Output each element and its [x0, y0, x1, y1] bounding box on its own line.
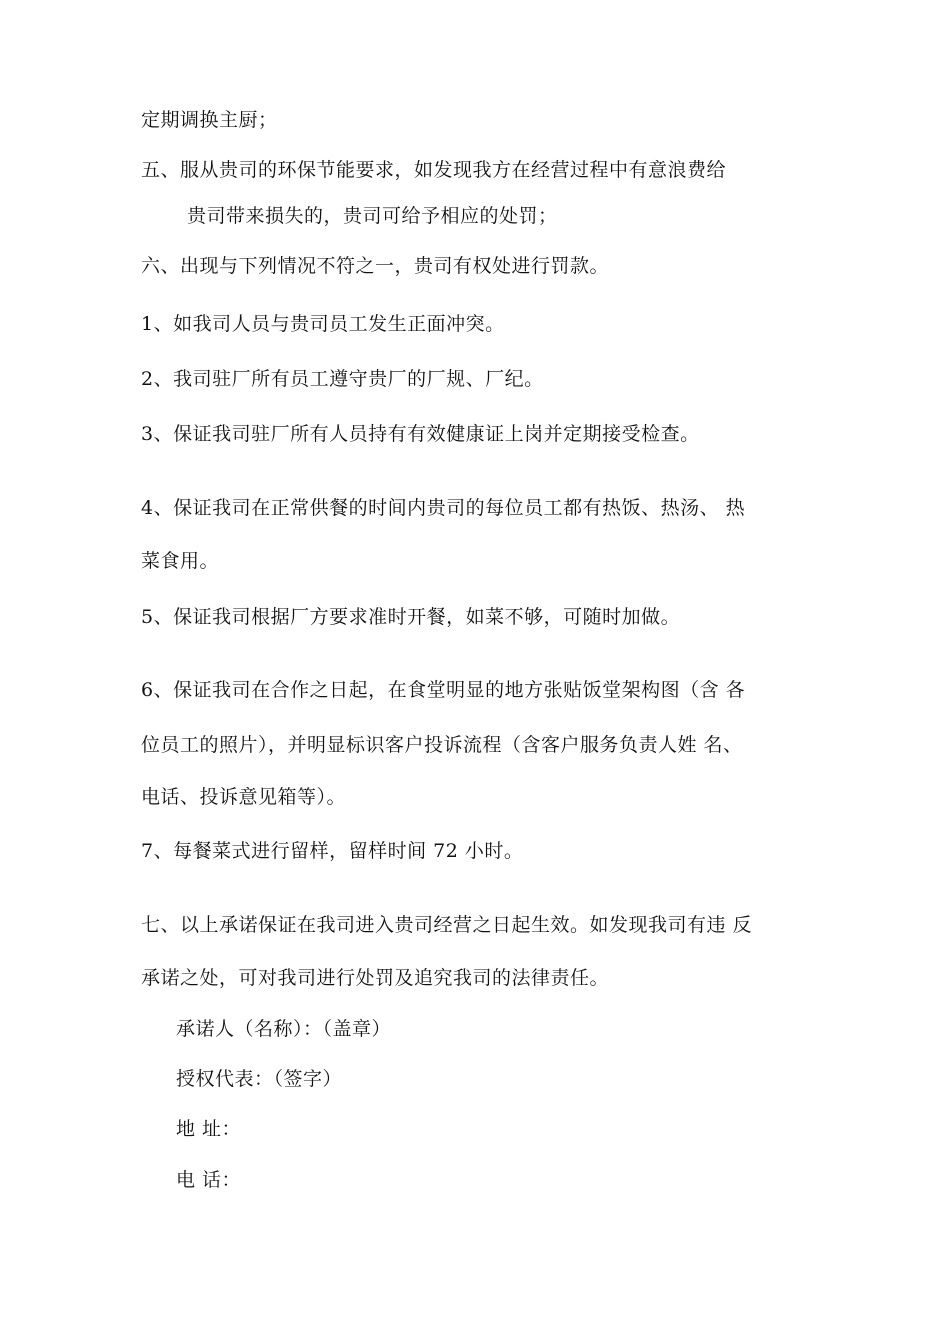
item-6-continued-1: 位员工的照片），并明显标识客户投诉流程（含客户服务负责人姓 名、 [141, 734, 743, 756]
clause-six: 六、出现与下列情况不符之一，贵司有权处进行罚款。 [141, 255, 610, 277]
address-line: 地 址： [176, 1118, 242, 1140]
promisor-line: 承诺人（名称）：（盖章） [176, 1018, 392, 1040]
clause-five-continued: 贵司带来损失的，贵司可给予相应的处罚； [187, 205, 558, 227]
item-3: 3、保证我司驻厂所有人员持有有效健康证上岗并定期接受检查。 [141, 423, 700, 445]
text-line-1: 定期调换主厨； [141, 109, 278, 131]
item-4: 4、保证我司在正常供餐的时间内贵司的每位员工都有热饭、热汤、 热 [141, 497, 746, 519]
item-5: 5、保证我司根据厂方要求准时开餐，如菜不够，可随时加做。 [141, 606, 681, 628]
clause-seven-continued: 承诺之处，可对我司进行处罚及追究我司的法律责任。 [141, 967, 610, 989]
representative-line: 授权代表：（签字） [176, 1068, 343, 1090]
item-1: 1、如我司人员与贵司员工发生正面冲突。 [141, 313, 505, 335]
item-4-continued: 菜食用。 [141, 550, 220, 572]
item-6-continued-2: 电话、投诉意见箱等）。 [141, 786, 347, 808]
clause-five: 五、服从贵司的环保节能要求，如发现我方在经营过程中有意浪费给 [141, 159, 727, 181]
phone-line: 电 话： [176, 1169, 242, 1191]
item-6: 6、保证我司在合作之日起，在食堂明显的地方张贴饭堂架构图（含 各 [141, 679, 746, 701]
item-7: 7、每餐菜式进行留样，留样时间 72 小时。 [141, 840, 524, 862]
item-2: 2、我司驻厂所有员工遵守贵厂的厂规、厂纪。 [141, 368, 544, 390]
clause-seven: 七、以上承诺保证在我司进入贵司经营之日起生效。如发现我司有违 反 [141, 914, 753, 936]
